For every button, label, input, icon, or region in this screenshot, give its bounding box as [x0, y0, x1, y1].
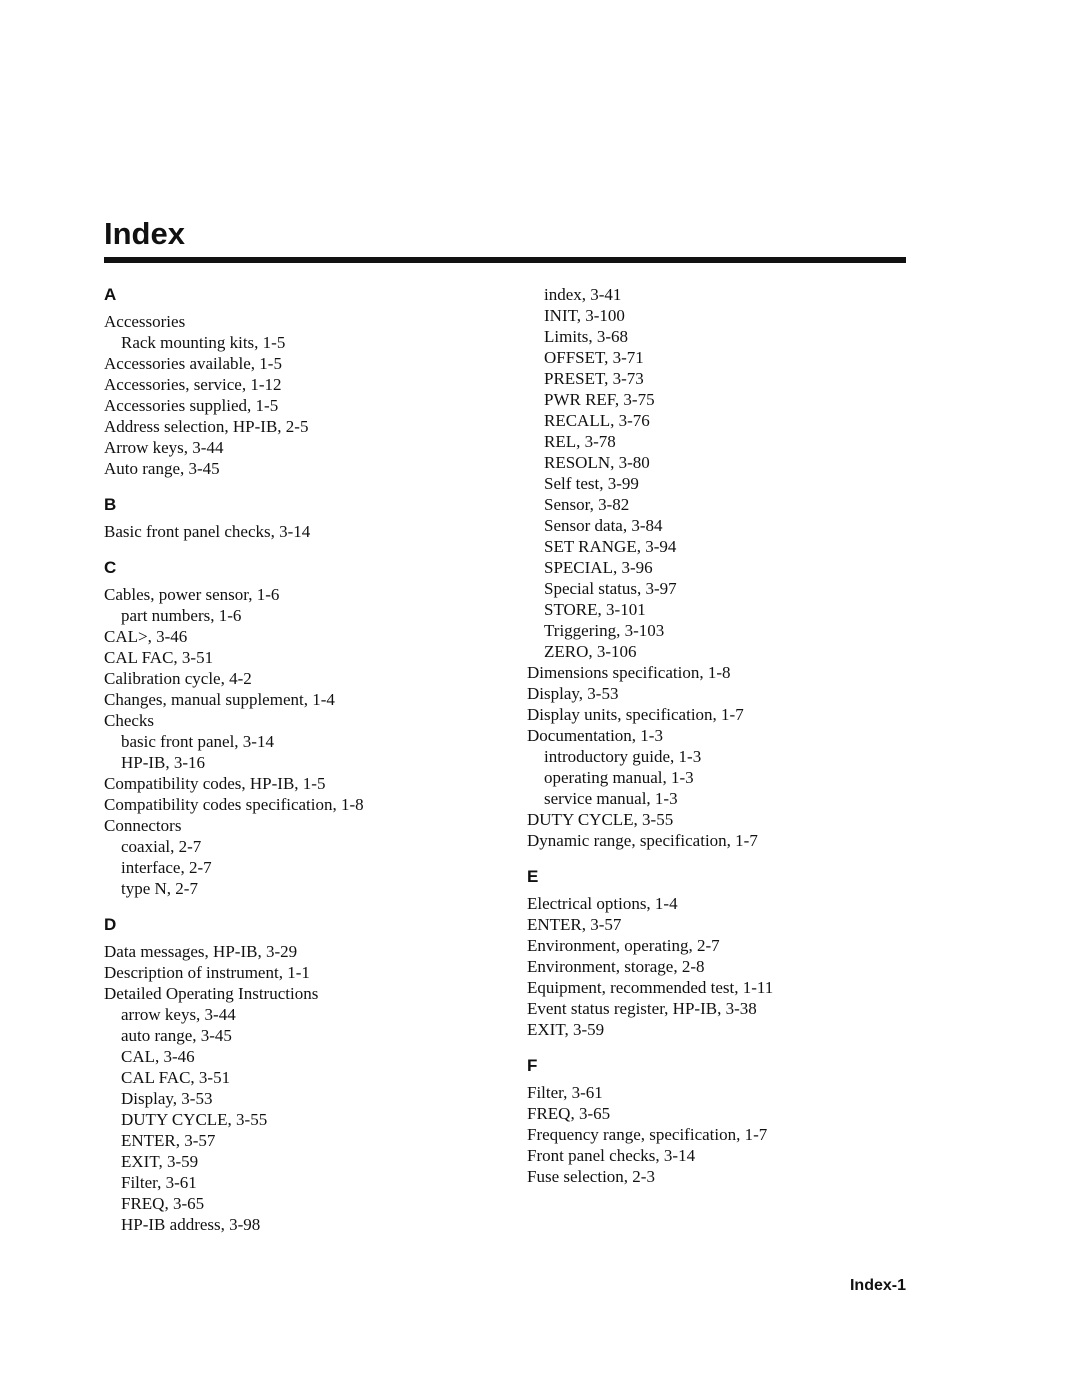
index-entry: Frequency range, specification, 1-7	[527, 1125, 768, 1144]
index-entry: DUTY CYCLE, 3-55	[527, 810, 674, 829]
index-subentry: Filter, 3-61	[121, 1173, 197, 1192]
index-subentry: coaxial, 2-7	[121, 837, 202, 856]
index-subentry: ZERO, 3-106	[544, 642, 637, 661]
index-entry: Basic front panel checks, 3-14	[104, 522, 311, 541]
index-entry: Front panel checks, 3-14	[527, 1146, 696, 1165]
index-entry: Event status register, HP-IB, 3-38	[527, 999, 757, 1018]
index-subentry: type N, 2-7	[121, 879, 198, 898]
index-entry: Cables, power sensor, 1-6	[104, 585, 280, 604]
index-entry: Accessories available, 1-5	[104, 354, 282, 373]
index-subentry: SPECIAL, 3-96	[544, 558, 653, 577]
index-subentry: Sensor, 3-82	[544, 495, 630, 514]
index-entry: Description of instrument, 1-1	[104, 963, 310, 982]
index-entry: Electrical options, 1-4	[527, 894, 678, 913]
section-letter: D	[104, 915, 117, 934]
index-entry: Environment, storage, 2-8	[527, 957, 705, 976]
index-entry: Display units, specification, 1-7	[527, 705, 744, 724]
index-entry: Fuse selection, 2-3	[527, 1167, 655, 1186]
index-subentry: OFFSET, 3-71	[544, 348, 644, 367]
title-rule	[104, 257, 906, 263]
index-entry: Compatibility codes specification, 1-8	[104, 795, 364, 814]
index-entry: Calibration cycle, 4-2	[104, 669, 252, 688]
section-letter: C	[104, 558, 117, 577]
index-entry: Changes, manual supplement, 1-4	[104, 690, 335, 709]
index-subentry: introductory guide, 1-3	[544, 747, 702, 766]
index-entry: Documentation, 1-3	[527, 726, 663, 745]
section-letter: F	[527, 1056, 538, 1075]
index-entry: Arrow keys, 3-44	[104, 438, 224, 457]
section-letter: E	[527, 867, 539, 886]
index-subentry: RECALL, 3-76	[544, 411, 650, 430]
index-subentry: STORE, 3-101	[544, 600, 646, 619]
index-subentry: Limits, 3-68	[544, 327, 629, 346]
index-subentry: auto range, 3-45	[121, 1026, 232, 1045]
index-entry: Equipment, recommended test, 1-11	[527, 978, 774, 997]
index-subentry: Rack mounting kits, 1-5	[121, 333, 286, 352]
section-letter: A	[104, 285, 117, 304]
index-subentry: Display, 3-53	[121, 1089, 213, 1108]
index-column-left	[104, 284, 504, 1235]
index-subentry: index, 3-41	[544, 285, 622, 304]
index-entry: Auto range, 3-45	[104, 459, 220, 478]
index-subentry: RESOLN, 3-80	[544, 453, 650, 472]
index-subentry: CAL, 3-46	[121, 1047, 195, 1066]
index-subentry: Sensor data, 3-84	[544, 516, 663, 535]
index-entry: CAL FAC, 3-51	[104, 648, 214, 667]
page-title: Index	[104, 216, 185, 251]
index-entry: Accessories, service, 1-12	[104, 375, 282, 394]
index-entry: ENTER, 3-57	[527, 915, 622, 934]
index-column-right	[527, 284, 927, 1187]
index-subentry: REL, 3-78	[544, 432, 616, 451]
index-subentry: arrow keys, 3-44	[121, 1005, 236, 1024]
index-entry: Filter, 3-61	[527, 1083, 603, 1102]
index-subentry: HP-IB, 3-16	[121, 753, 206, 772]
index-subentry: Triggering, 3-103	[544, 621, 665, 640]
index-entry: Data messages, HP-IB, 3-29	[104, 942, 298, 961]
index-subentry: part numbers, 1-6	[121, 606, 242, 625]
index-subentry: EXIT, 3-59	[121, 1152, 199, 1171]
index-entry: Display, 3-53	[527, 684, 619, 703]
index-subentry: ENTER, 3-57	[121, 1131, 216, 1150]
index-subentry: operating manual, 1-3	[544, 768, 694, 787]
index-subentry: FREQ, 3-65	[121, 1194, 205, 1213]
index-subentry: PWR REF, 3-75	[544, 390, 655, 409]
index-entry: Dynamic range, specification, 1-7	[527, 831, 758, 850]
index-subentry: HP-IB address, 3-98	[121, 1215, 261, 1234]
index-entry: Checks	[104, 711, 155, 730]
index-entry: Accessories supplied, 1-5	[104, 396, 279, 415]
index-subentry: SET RANGE, 3-94	[544, 537, 677, 556]
index-entry: Environment, operating, 2-7	[527, 936, 720, 955]
index-subentry: interface, 2-7	[121, 858, 212, 877]
index-entry: CAL>, 3-46	[104, 627, 188, 646]
index-entry: Dimensions specification, 1-8	[527, 663, 731, 682]
index-subentry: basic front panel, 3-14	[121, 732, 274, 751]
index-entry: Detailed Operating Instructions	[104, 984, 319, 1003]
index-subentry: PRESET, 3-73	[544, 369, 644, 388]
index-entry: Accessories	[104, 312, 186, 331]
index-entry: Address selection, HP-IB, 2-5	[104, 417, 309, 436]
index-subentry: Special status, 3-97	[544, 579, 677, 598]
index-subentry: INIT, 3-100	[544, 306, 625, 325]
index-subentry: Self test, 3-99	[544, 474, 639, 493]
index-subentry: DUTY CYCLE, 3-55	[121, 1110, 268, 1129]
index-subentry: service manual, 1-3	[544, 789, 678, 808]
page-number: Index-1	[849, 1277, 906, 1294]
section-letter: B	[104, 495, 117, 514]
index-entry: Compatibility codes, HP-IB, 1-5	[104, 774, 326, 793]
index-entry: EXIT, 3-59	[527, 1020, 605, 1039]
index-entry: Connectors	[104, 816, 182, 835]
index-entry: FREQ, 3-65	[527, 1104, 611, 1123]
index-subentry: CAL FAC, 3-51	[121, 1068, 231, 1087]
